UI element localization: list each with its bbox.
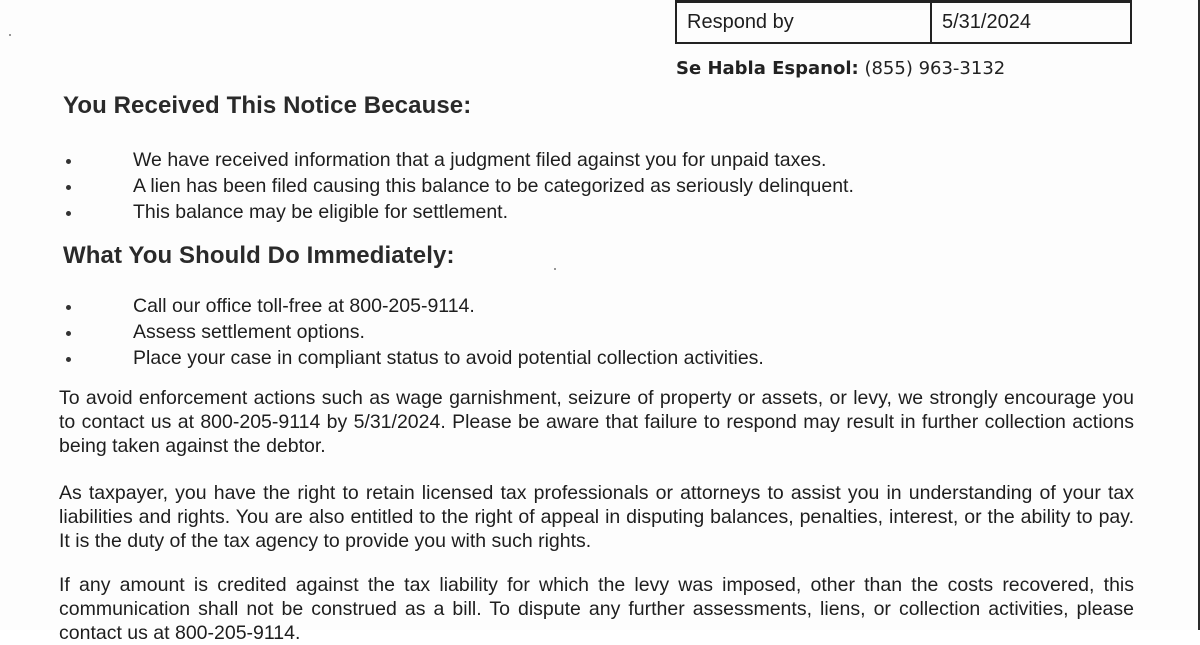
respond-by-row (676, 2, 1131, 44)
action-item (63, 345, 764, 371)
respond-by-date: 5/31/2024 (931, 2, 1131, 44)
enforcement-paragraph: To avoid enforcement actions such as wage garnishment, seizure of property or assets, or levy, we strongly encourage you to contact us at 800-205-9114 by 5/31/2024. Please be aware that failure to respond may result in further collection actions being taken against the debtor. (59, 387, 1134, 457)
reason-item-text: This balance may be eligible for settlement. (133, 201, 509, 223)
spanish-support-line (676, 58, 1005, 79)
bullet-icon (66, 305, 71, 310)
action-item (63, 293, 764, 319)
action-item-text: Place your case in compliant status to avoid potential collection activities. (133, 347, 764, 369)
reason-item-text: We have received information that a judgment filed against you for unpaid taxes. (133, 149, 827, 171)
spanish-phone: (855) 963-3132 (864, 58, 1006, 79)
reason-item-text: A lien has been filed causing this balance to be categorized as seriously delinquent. (133, 175, 854, 197)
taxpayer-rights-paragraph: As taxpayer, you have the right to retain licensed tax professionals or attorneys to assist you in understanding of your tax liabilities and rights. You are also entitled to the right of appeal in disputing balances, penalties, interest, or the ability to pay. It is the duty of the tax agency to provide you with such rights. (59, 482, 1134, 552)
scan-speck (554, 268, 556, 270)
reason-list (63, 147, 854, 225)
bullet-icon (66, 357, 71, 362)
action-item-text: Call our office toll-free at 800-205-9114. (133, 295, 475, 317)
action-item-text: Assess settlement options. (133, 321, 365, 343)
reason-item (63, 173, 854, 199)
reason-item (63, 147, 854, 173)
action-item (63, 319, 764, 345)
action-list (63, 293, 764, 371)
action-heading: What You Should Do Immediately: (63, 242, 455, 269)
respond-by-table (675, 0, 1132, 44)
reason-heading: You Received This Notice Because: (63, 92, 472, 119)
scan-speck (9, 34, 11, 36)
spanish-label: Se Habla Espanol: (676, 58, 859, 79)
levy-credit-paragraph: If any amount is credited against the tax liability for which the levy was imposed, other than the costs recovered, this communication shall not be construed as a bill. To dispute any further assessments, liens, or collection activities, please contact us at 800-205-9114. (59, 574, 1134, 644)
bullet-icon (66, 185, 71, 190)
bullet-icon (66, 331, 71, 336)
respond-by-label: Respond by (676, 2, 931, 44)
bullet-icon (66, 211, 71, 216)
bullet-icon (66, 159, 71, 164)
reason-item (63, 199, 854, 225)
